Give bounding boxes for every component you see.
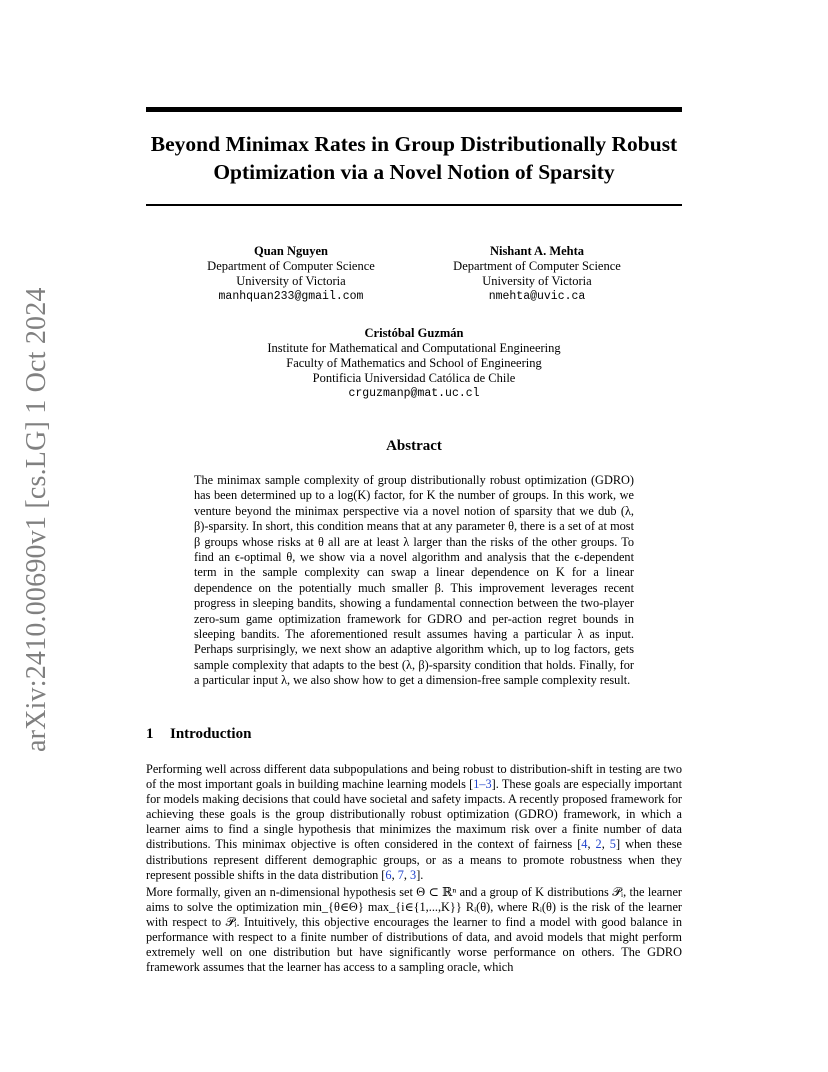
citation-link[interactable]: 2	[595, 837, 602, 852]
section-number: 1	[146, 726, 154, 742]
citation-link[interactable]: 5	[609, 837, 616, 852]
author-name: Quan Nguyen	[254, 244, 328, 258]
author-name: Cristóbal Guzmán	[364, 326, 464, 340]
abstract-text: The minimax sample complexity of group distributionally robust optimization (GDRO) has been determined up to a log(K) factor, for K the number of groups. In this work, we venture beyond the minimax perspective via a novel notion of sparsity that we dub (λ, β)-sparsity. In short, this condition means that at any parameter θ, there is a set of at most β groups whose risks at θ all are at least λ larger than the risks of the other groups. To find an ϵ-optimal θ, we show via a novel algorithm and analysis that the ϵ-dependent term in the sample complexity can swap a linear dependence on K for a linear dependence on the potentially much smaller β. This improvement leverages recent progress in sleeping bandits, showing a fundamental connection between the two-player zero-sum game optimization framework for GDRO and per-action regret bounds in sleeping bandits. The aforementioned result assumes having a particular λ as input. Perhaps surprisingly, we next show an adaptive algorithm which, up to log factors, gets sample complexity that adapts to the best (λ, β)-sparsity condition that holds. Finally, for a particular input λ, we also show how to get a dimension-free sample complexity result.	[194, 473, 634, 688]
author-block-2	[432, 244, 642, 304]
arxiv-identifier: arXiv:2410.00690v1 [cs.LG] 1 Oct 2024	[21, 287, 52, 752]
author-department: Department of Computer Science	[207, 259, 375, 273]
text-run: ]. These goals are especially important for models making decisions that could have societal and safety impacts. A recently proposed framework for achieving these goals is the group distributionally robust optimization (GDRO) framework, in which a learner aims to find a single hypothesis that minimizes the maximum risk over a finite number of data distributions. This minimax objective is often considered in the context of fairness [	[146, 777, 682, 852]
citation-link[interactable]: 4	[581, 837, 588, 852]
citation-link[interactable]: 7	[397, 867, 404, 882]
author-department: Department of Computer Science	[453, 259, 621, 273]
abstract-heading: Abstract	[386, 438, 442, 454]
author-department-2: Faculty of Mathematics and School of Engineering	[286, 356, 542, 370]
author-institution: University of Victoria	[482, 274, 592, 288]
author-block-1	[186, 244, 396, 304]
author-email: nmehta@uvic.ca	[488, 290, 586, 303]
author-institution: Pontificia Universidad Católica de Chile	[312, 371, 516, 385]
author-email: crguzmanp@mat.uc.cl	[348, 387, 480, 400]
text-run: ].	[416, 867, 424, 882]
author-email: manhquan233@gmail.com	[218, 290, 364, 303]
author-department: Institute for Mathematical and Computational Engineering	[267, 341, 561, 355]
citation-link[interactable]: 6	[385, 867, 392, 882]
section-heading	[146, 726, 251, 743]
intro-paragraph-1: Performing well across different data subpopulations and being robust to distribution-shift in testing are two of the most important goals in building machine learning models [1–3]. These goals are especially important for models making decisions that could have societal and safety impacts. A recently proposed framework for achieving these goals is the group distributionally robust optimization (GDRO) framework, in which a learner aims to find a single hypothesis that minimizes the maximum risk over a finite number of data distributions. This minimax objective is often considered in the context of fairness [4, 2, 5] when these distributions represent different demographic groups, or as a means to promote robustness when they represent possible shifts in the data distribution [6, 7, 3].	[146, 762, 682, 882]
citation-link[interactable]: 3	[410, 867, 417, 882]
text-run: ] when these distributions represent different demographic groups, or as a means to promote robustness when they represent possible shifts in the data distribution [	[146, 837, 682, 882]
intro-paragraph-2: More formally, given an n-dimensional hypothesis set Θ ⊂ ℝⁿ and a group of K distributions 𝒫ᵢ, the learner aims to solve the optimization min_{θ∈Θ} max_{i∈{1,...,K}} Rᵢ(θ), where Rᵢ(θ) is the risk of the learner with respect to 𝒫ᵢ. Intuitively, this objective encourages the learner to find a model with good balance in performance with respect to a finite number of distributions of data, and avoid models that might perform extremely well on one distribution but have significantly worse performance on others. The GDRO framework assumes that the learner has access to a sampling oracle, which	[146, 885, 682, 975]
author-institution: University of Victoria	[236, 274, 346, 288]
title-bottom-rule	[146, 204, 682, 206]
citation-link[interactable]: 1–3	[473, 777, 492, 792]
text-run: Performing well across different data subpopulations and being robust to distribution-shift in testing are two of the most important goals in building machine learning models [	[146, 762, 682, 792]
title-top-rule	[146, 107, 682, 112]
section-title: Introduction	[170, 726, 252, 742]
author-block-3	[214, 326, 614, 401]
author-name: Nishant A. Mehta	[489, 244, 585, 258]
paper-title: Beyond Minimax Rates in Group Distributionally Robust Optimization via a Novel Notion of Sparsity	[150, 132, 678, 184]
